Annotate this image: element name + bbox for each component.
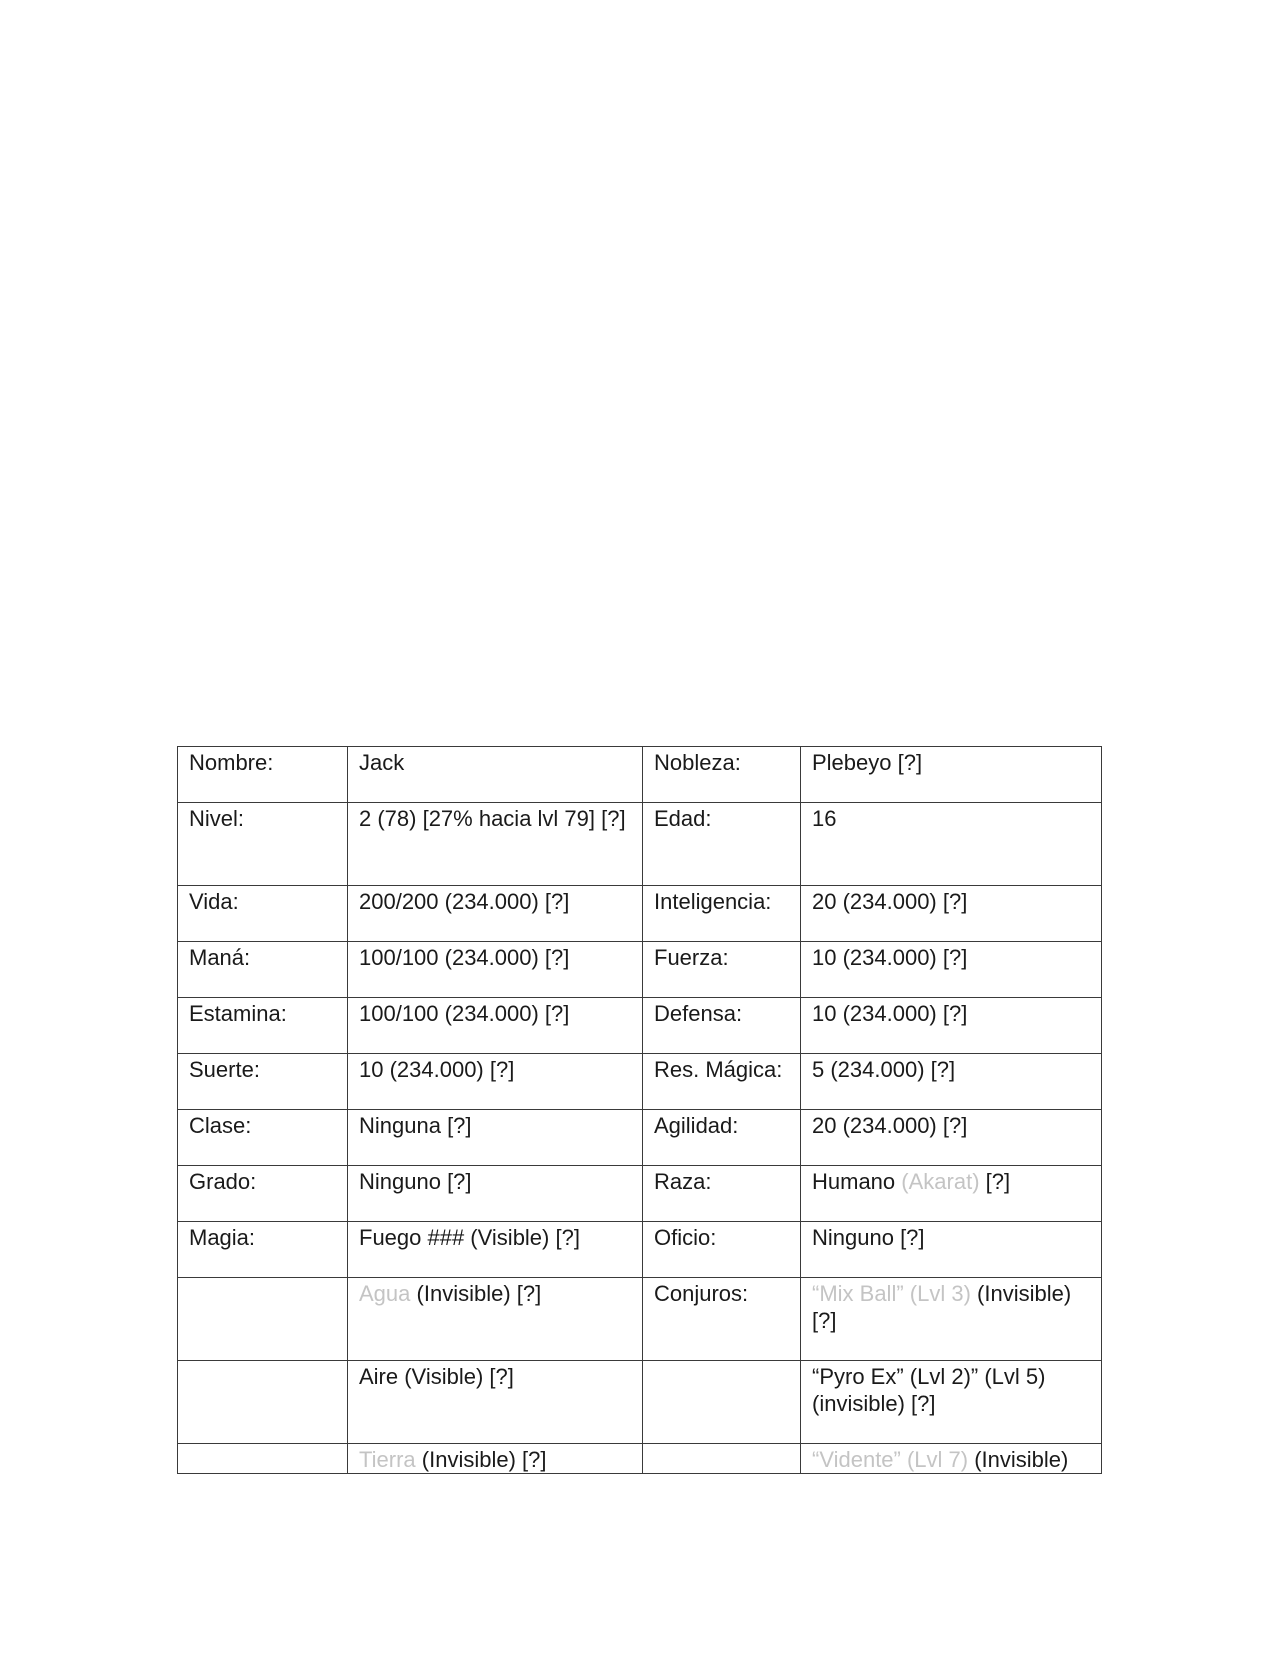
stat-label bbox=[643, 1361, 801, 1444]
stat-label: Maná: bbox=[178, 942, 348, 998]
stat-label bbox=[178, 1444, 348, 1474]
table-row bbox=[178, 803, 1102, 886]
stat-value: Ninguna [?] bbox=[348, 1110, 643, 1166]
stat-label: Nombre: bbox=[178, 747, 348, 803]
stat-label: Nivel: bbox=[178, 803, 348, 886]
magic-hidden: Agua bbox=[359, 1281, 411, 1306]
stat-label: Fuerza: bbox=[643, 942, 801, 998]
spell-status: (Invisible) [?] bbox=[812, 1281, 1072, 1333]
magic-status: (Invisible) [?] bbox=[421, 1447, 547, 1472]
character-stats-table bbox=[177, 746, 1102, 1474]
table-row bbox=[178, 998, 1102, 1054]
stat-value: Aire (Visible) [?] bbox=[348, 1361, 643, 1444]
stat-label: Oficio: bbox=[643, 1222, 801, 1278]
stat-value: Fuego ### (Visible) [?] bbox=[348, 1222, 643, 1278]
stat-label: Nobleza: bbox=[643, 747, 801, 803]
stat-value: 16 bbox=[801, 803, 1102, 886]
stat-value bbox=[348, 1444, 643, 1474]
stat-label: Grado: bbox=[178, 1166, 348, 1222]
stat-label: Suerte: bbox=[178, 1054, 348, 1110]
table-row bbox=[178, 1444, 1102, 1474]
magic-status: (Invisible) [?] bbox=[416, 1281, 542, 1306]
table-row bbox=[178, 886, 1102, 942]
stat-value: 10 (234.000) [?] bbox=[348, 1054, 643, 1110]
table-row bbox=[178, 1361, 1102, 1444]
stat-label: Defensa: bbox=[643, 998, 801, 1054]
stat-value: 100/100 (234.000) [?] bbox=[348, 942, 643, 998]
table-row bbox=[178, 1110, 1102, 1166]
stat-label: Clase: bbox=[178, 1110, 348, 1166]
stat-value: Jack bbox=[348, 747, 643, 803]
stat-value: 10 (234.000) [?] bbox=[801, 998, 1102, 1054]
stat-value: Ninguno [?] bbox=[801, 1222, 1102, 1278]
magic-hidden: Tierra bbox=[359, 1447, 416, 1472]
stat-value: 20 (234.000) [?] bbox=[801, 886, 1102, 942]
stat-label: Raza: bbox=[643, 1166, 801, 1222]
race-hidden: (Akarat) bbox=[901, 1169, 980, 1194]
spell-hidden: “Mix Ball” (Lvl 3) bbox=[812, 1281, 971, 1306]
stat-label bbox=[178, 1278, 348, 1361]
stat-label: Res. Mágica: bbox=[643, 1054, 801, 1110]
stat-value bbox=[801, 1444, 1102, 1474]
stat-value: “Pyro Ex” (Lvl 2)” (Lvl 5) (invisible) [?] bbox=[801, 1361, 1102, 1444]
stat-value: 20 (234.000) [?] bbox=[801, 1110, 1102, 1166]
stat-label: Vida: bbox=[178, 886, 348, 942]
stat-label: Inteligencia: bbox=[643, 886, 801, 942]
table-row bbox=[178, 942, 1102, 998]
table-row bbox=[178, 1222, 1102, 1278]
stat-label bbox=[178, 1361, 348, 1444]
stat-value: Plebeyo [?] bbox=[801, 747, 1102, 803]
stat-value: 100/100 (234.000) [?] bbox=[348, 998, 643, 1054]
stat-value: 10 (234.000) [?] bbox=[801, 942, 1102, 998]
stat-value bbox=[348, 1278, 643, 1361]
spell-hidden: “Vidente” (Lvl 7) bbox=[812, 1447, 969, 1472]
stat-label bbox=[643, 1444, 801, 1474]
stat-value: 200/200 (234.000) [?] bbox=[348, 886, 643, 942]
table-row bbox=[178, 747, 1102, 803]
stat-label: Estamina: bbox=[178, 998, 348, 1054]
stat-value: 5 (234.000) [?] bbox=[801, 1054, 1102, 1110]
stat-label: Magia: bbox=[178, 1222, 348, 1278]
table-row bbox=[178, 1166, 1102, 1222]
table-row bbox=[178, 1278, 1102, 1361]
stat-label: Agilidad: bbox=[643, 1110, 801, 1166]
stat-label: Edad: bbox=[643, 803, 801, 886]
stat-value: Ninguno [?] bbox=[348, 1166, 643, 1222]
table-row bbox=[178, 1054, 1102, 1110]
race-info: [?] bbox=[985, 1169, 1011, 1194]
stat-value: 2 (78) [27% hacia lvl 79] [?] bbox=[348, 803, 643, 886]
stat-value bbox=[801, 1278, 1102, 1361]
stat-value bbox=[801, 1166, 1102, 1222]
stat-label: Conjuros: bbox=[643, 1278, 801, 1361]
race-main: Humano bbox=[812, 1169, 896, 1194]
spell-status: (Invisible) bbox=[974, 1447, 1069, 1472]
